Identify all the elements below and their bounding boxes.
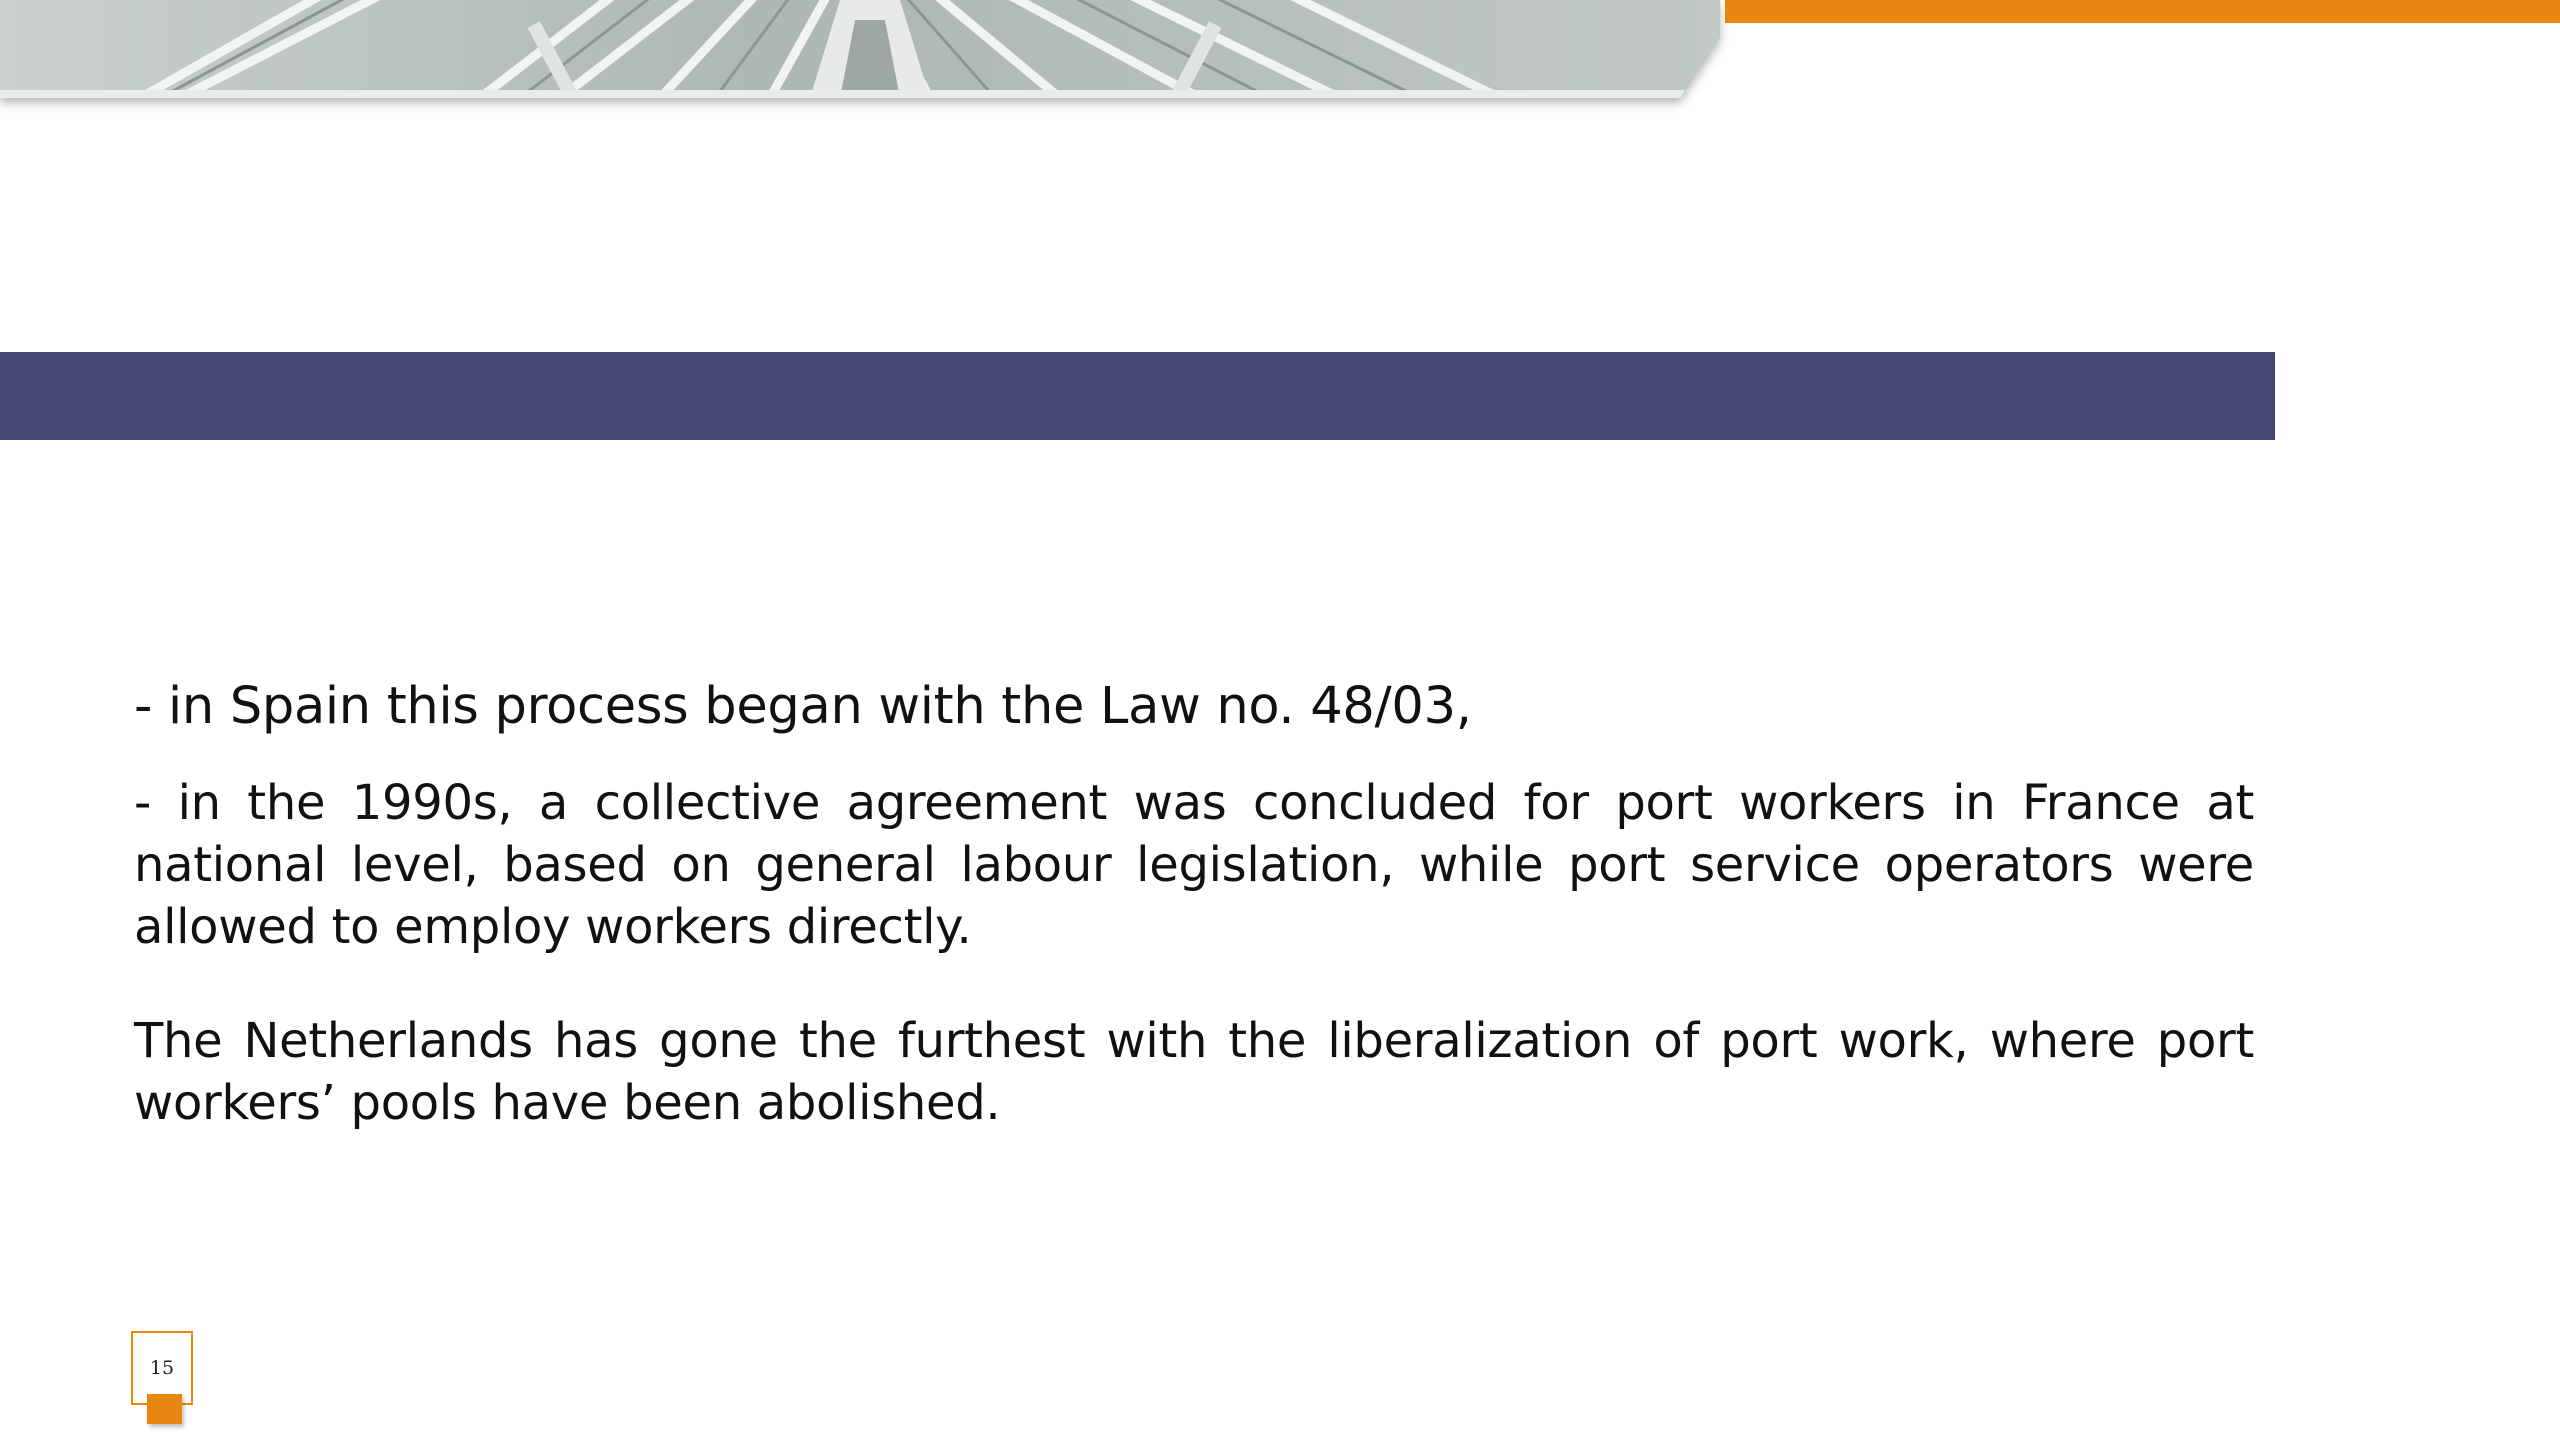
header-photo-image (0, 0, 1720, 98)
paragraph-netherlands: The Netherlands has gone the furthest with the liberalization of port work, where port workers’ pools have been abolished. (134, 1013, 2254, 1131)
page-marker-square (147, 1394, 182, 1424)
bullet-france: - in the 1990s, a collective agreement was concluded for port workers in France at national level, based on general labour legislation, while port service operators were allowed to employ workers directly. (134, 775, 2254, 955)
page-number: 15 (149, 1357, 175, 1379)
header-accent-stripe (1725, 0, 2560, 23)
body-text (134, 672, 2254, 1134)
bullet-spain: - in Spain this process began with the Law no. 48/03, (134, 677, 1472, 736)
title-bar (0, 352, 2275, 440)
